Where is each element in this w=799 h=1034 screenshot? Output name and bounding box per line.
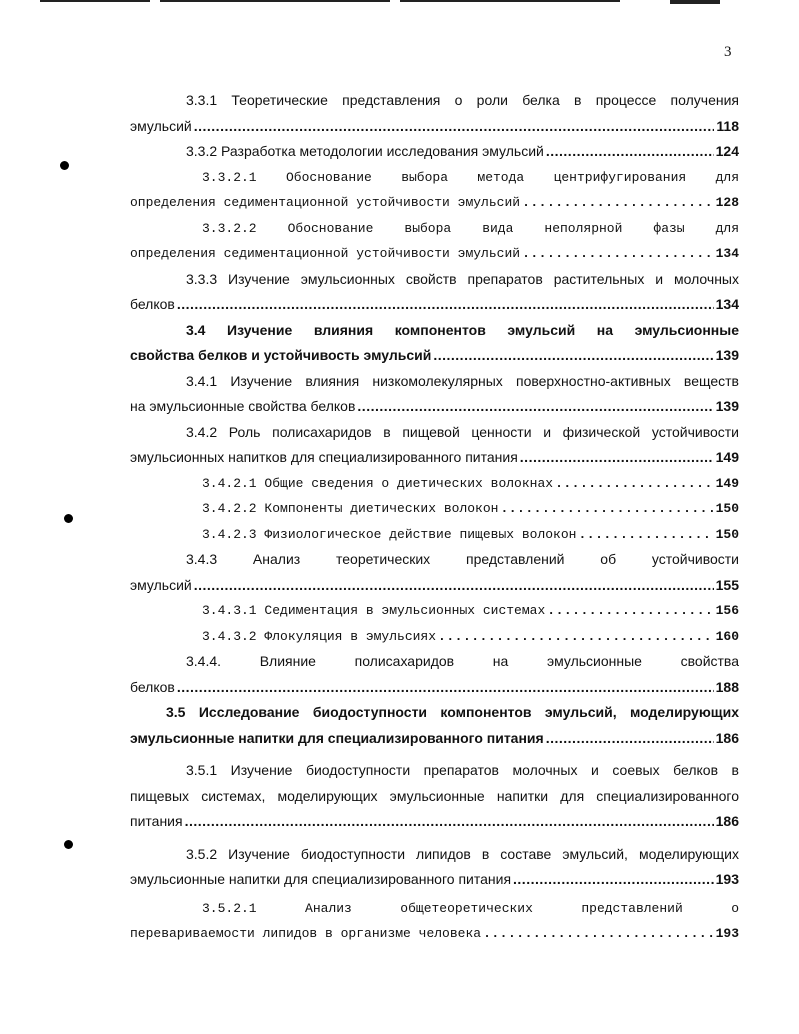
toc-page-number: 155 — [715, 576, 739, 593]
toc-entry[interactable] — [130, 139, 739, 165]
toc-entry-text: пищевых системах, моделирующих эмульсионные напитки для специализированного — [130, 787, 739, 804]
toc-leader-dots — [433, 343, 713, 369]
toc-entry-section[interactable] — [130, 318, 739, 369]
toc-entry[interactable] — [130, 547, 739, 598]
toc-page-number: 139 — [715, 398, 739, 414]
toc-entry-title: 3.4.3.1 Седиментация в эмульсионных системах — [202, 603, 546, 618]
toc-page-number: 150 — [715, 526, 739, 542]
toc-page-number: 128 — [715, 195, 739, 210]
toc-entry[interactable] — [130, 165, 739, 216]
toc-entry-title: определения седиментационной устойчивости эмульсий — [130, 195, 521, 210]
toc-page-number: 186 — [715, 729, 739, 746]
toc-entry-title: эмульсионных напитков для специализированного питания — [130, 449, 518, 465]
toc-entry-text: 3.5.2.1 Анализ общетеоретических представлений о — [202, 900, 739, 916]
scan-edge-line — [670, 0, 720, 4]
toc-leader-dots — [513, 867, 714, 893]
toc-leader-dots — [185, 809, 714, 835]
toc-leader-dots — [438, 624, 714, 650]
toc-entry-text: 3.4.3 Анализ теоретических представлений об устойчивости — [186, 551, 739, 567]
toc-leader-dots — [555, 471, 714, 497]
toc-leader-dots — [546, 139, 714, 165]
toc-entry-title: 3.4.2.3 Физиологическое действие пищевых волокон — [202, 526, 577, 542]
toc-entry[interactable] — [130, 420, 739, 471]
toc-entry-title: 3.4.2.2 Компоненты диетических волокон — [202, 501, 499, 516]
toc-leader-dots — [547, 598, 713, 624]
punch-hole-mark — [60, 161, 69, 170]
toc-page-number: 149 — [715, 449, 739, 465]
scan-edge-line — [40, 0, 150, 2]
toc-entry-text: 3.3.1 Теоретические представления о роли белка в процессе получения — [186, 92, 739, 108]
toc-entry-text: 3.5.1 Изучение биодоступности препаратов молочных и соевых белков в — [186, 762, 739, 778]
toc-entry-title: 3.4.2.1 Общие сведения о диетических волокнах — [202, 475, 554, 491]
toc-leader-dots — [177, 292, 714, 318]
toc-entry-section[interactable] — [130, 700, 739, 751]
toc-entry-text: 3.5.2 Изучение биодоступности липидов в составе эмульсий, моделирующих — [186, 845, 739, 862]
toc-entry[interactable] — [130, 522, 739, 548]
toc-page-number: 193 — [715, 871, 739, 887]
toc-entry-title: перевариваемости липидов в организме человека — [130, 926, 482, 941]
toc-entry-title: эмульсий — [130, 117, 192, 134]
toc-leader-dots — [578, 522, 713, 548]
toc-page-number: 150 — [715, 501, 739, 516]
toc-entry-title: эмульсионные напитки для специализированного питания — [130, 871, 512, 887]
toc-page-number: 134 — [715, 296, 739, 312]
toc-entry[interactable] — [130, 471, 739, 497]
toc-page-number: 118 — [716, 117, 739, 134]
toc-entry-title: определения седиментационной устойчивости эмульсий — [130, 246, 521, 261]
toc-entry-text: 3.4.2 Роль полисахаридов в пищевой ценности и физической устойчивости — [186, 423, 739, 440]
page-number: 3 — [724, 44, 732, 60]
toc-leader-dots — [357, 394, 713, 420]
toc-leader-dots — [520, 445, 714, 471]
toc-leader-dots — [522, 241, 714, 267]
toc-entry[interactable] — [130, 896, 739, 947]
toc-entry[interactable] — [130, 624, 739, 650]
toc-leader-dots — [194, 573, 714, 599]
toc-entry-text: 3.4.4. Влияние полисахаридов на эмульсионные свойства — [186, 653, 739, 669]
toc-entry-title: эмульсий — [130, 576, 192, 593]
toc-page-number: 186 — [715, 813, 739, 829]
toc-leader-dots — [483, 921, 714, 947]
scan-edge-line — [160, 0, 390, 2]
toc-entry-title: 3.4.3.2 Флокуляция в эмульсиях — [202, 628, 437, 644]
toc-entry-title: 3.3.2 Разработка методологии исследования эмульсий — [186, 143, 544, 159]
toc-entry-text: 3.4 Изучение влияния компонентов эмульсий на эмульсионные — [186, 321, 739, 338]
toc-entry-title: эмульсионные напитки для специализированного питания — [130, 729, 544, 746]
toc-page-number: 188 — [715, 678, 739, 695]
punch-hole-mark — [64, 840, 73, 849]
toc-entry-title: свойства белков и устойчивость эмульсий — [130, 347, 432, 363]
toc-leader-dots — [500, 496, 713, 522]
toc-page-number: 134 — [715, 246, 739, 261]
toc-entry-text: 3.3.2.2 Обоснование выбора вида неполярной фазы для — [202, 220, 739, 236]
toc-leader-dots — [522, 190, 714, 216]
toc-page-number: 149 — [715, 475, 739, 491]
toc-leader-dots — [194, 114, 715, 140]
toc-leader-dots — [177, 675, 714, 701]
scan-edge-line — [400, 0, 620, 2]
toc-entry[interactable] — [130, 758, 739, 835]
toc-entry-text: 3.5 Исследование биодоступности компонентов эмульсий, моделирующих — [166, 704, 739, 720]
toc-page-number: 139 — [715, 347, 739, 363]
toc-entry[interactable] — [130, 369, 739, 420]
toc-entry[interactable] — [130, 842, 739, 893]
toc-entry-text: 3.3.2.1 Обоснование выбора метода центрифугирования для — [202, 169, 739, 185]
toc-entry-title: питания — [130, 813, 183, 829]
toc-page-number: 160 — [715, 628, 739, 644]
toc-entry-title: белков — [130, 678, 175, 695]
table-of-contents — [130, 88, 739, 947]
punch-hole-mark — [64, 514, 73, 523]
toc-entry-title: белков — [130, 296, 175, 312]
toc-page-number: 193 — [715, 926, 739, 941]
toc-entry[interactable] — [130, 598, 739, 624]
toc-page-number: 156 — [715, 603, 739, 618]
toc-entry[interactable] — [130, 267, 739, 318]
toc-entry-text: 3.3.3 Изучение эмульсионных свойств препаратов растительных и молочных — [186, 270, 739, 287]
toc-entry[interactable] — [130, 649, 739, 700]
toc-entry-text: 3.4.1 Изучение влияния низкомолекулярных поверхностно-активных веществ — [186, 372, 739, 389]
toc-entry[interactable] — [130, 88, 739, 139]
toc-entry[interactable] — [130, 496, 739, 522]
toc-entry[interactable] — [130, 216, 739, 267]
toc-entry-title: на эмульсионные свойства белков — [130, 398, 356, 414]
toc-page-number: 124 — [715, 143, 739, 159]
toc-leader-dots — [546, 726, 714, 752]
